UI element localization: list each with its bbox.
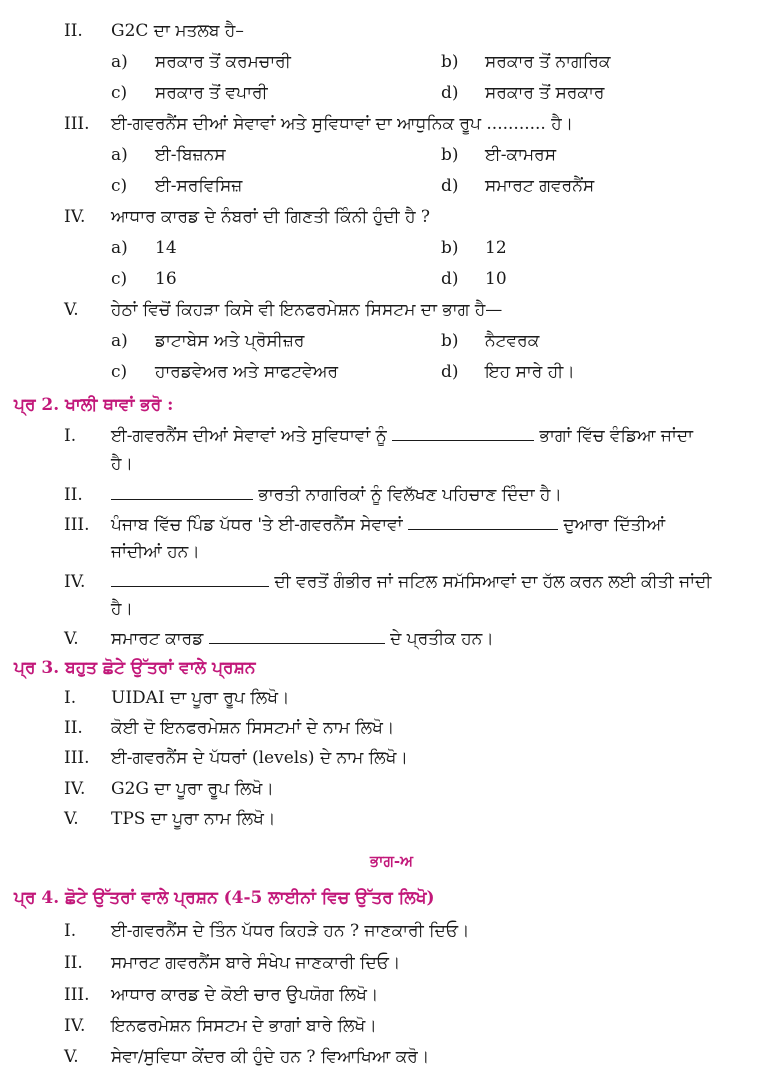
- question-text: ਈ-ਗਵਰਨੈਂਸ ਦੀਆਂ ਸੇਵਾਵਾਂ ਅਤੇ ਸੁਵਿਧਾਵਾਂ ਦਾ ਆਧੁਨਿਕ ਰੂਪ ........... ਹੈ।: [111, 114, 574, 134]
- question-text: ਸੇਵਾ/ਸੁਵਿਧਾ ਕੇਂਦਰ ਕੀ ਹੁੰਦੇ ਹਨ ? ਵਿਆਖਿਆ ਕਰੋ।: [111, 1047, 430, 1067]
- option-text: ਸਰਕਾਰ ਤੋਂ ਕਰਮਚਾਰੀ: [155, 52, 291, 72]
- question-text-line: [111, 628, 494, 650]
- option-text: ਡਾਟਾਬੇਸ ਅਤੇ ਪ੍ਰੋਸੀਜ਼ਰ: [155, 331, 305, 351]
- answer-blank: [408, 514, 558, 530]
- question-text: UIDAI ਦਾ ਪੂਰਾ ਰੂਪ ਲਿਖੋ।: [111, 688, 290, 708]
- option-label: c): [111, 362, 128, 382]
- option-text: ਸਰਕਾਰ ਤੋਂ ਨਾਗਰਿਕ: [485, 52, 611, 72]
- question-text-post: ਦੇ ਪ੍ਰਤੀਕ ਹਨ।: [390, 629, 494, 649]
- question-text-pre: ਸਮਾਰਟ ਕਾਰਡ: [111, 629, 204, 649]
- option-label: c): [111, 83, 128, 103]
- option-label: b): [441, 145, 459, 165]
- option-a: [111, 144, 226, 166]
- question-number: III.: [64, 515, 90, 535]
- option-text: 14: [155, 238, 177, 258]
- question-text-line: [111, 425, 693, 447]
- question-text-post: ਭਾਗਾਂ ਵਿੱਚ ਵੰਡਿਆ ਜਾਂਦਾ: [539, 426, 693, 446]
- question-text: ਈ-ਗਵਰਨੈਂਸ ਦੇ ਪੱਧਰਾਂ (levels) ਦੇ ਨਾਮ ਲਿਖੋ।: [111, 748, 408, 768]
- option-label: a): [111, 238, 128, 258]
- section-heading: ਪ੍ਰ 3. ਬਹੁਤ ਛੋਟੇ ਉੱਤਰਾਂ ਵਾਲੇ ਪ੍ਰਸ਼ਨ: [14, 658, 256, 678]
- answer-blank: [111, 484, 253, 500]
- question-number: IV.: [64, 779, 86, 799]
- question-text-line: [111, 484, 562, 506]
- section-heading: ਪ੍ਰ 4. ਛੋਟੇ ਉੱਤਰਾਂ ਵਾਲੇ ਪ੍ਰਸ਼ਨ (4-5 ਲਾਈਨਾਂ ਵਿਚ ਉੱਤਰ ਲਿਖੋ): [14, 888, 435, 908]
- option-a: [111, 51, 291, 73]
- option-c: [111, 82, 268, 104]
- option-b: [441, 144, 557, 166]
- option-text: 12: [485, 238, 507, 258]
- option-label: a): [111, 331, 128, 351]
- option-text: ਈ-ਕਾਮਰਸ: [485, 145, 557, 165]
- option-label: c): [111, 176, 128, 196]
- option-label: d): [441, 269, 459, 289]
- question-number: IV.: [64, 207, 86, 227]
- question-text-line: [111, 571, 711, 593]
- answer-blank: [392, 425, 534, 441]
- question-text: G2C ਦਾ ਮਤਲਬ ਹੈ–: [111, 21, 244, 41]
- question-text: ਆਧਾਰ ਕਾਰਡ ਦੇ ਕੋਈ ਚਾਰ ਉਪਯੋਗ ਲਿਖੋ।: [111, 985, 379, 1005]
- option-d: [441, 175, 595, 197]
- question-text-line: [111, 514, 665, 536]
- option-d: [441, 82, 605, 104]
- question-number: III.: [64, 748, 90, 768]
- option-label: b): [441, 52, 459, 72]
- option-b: [441, 330, 540, 352]
- answer-blank: [111, 571, 269, 587]
- question-number: I.: [64, 921, 77, 941]
- question-number: II.: [64, 953, 83, 973]
- option-label: a): [111, 145, 128, 165]
- question-number: I.: [64, 426, 77, 446]
- section-heading: ਪ੍ਰ 2. ਖਾਲੀ ਥਾਵਾਂ ਭਰੋ :: [14, 395, 174, 415]
- question-number: V.: [64, 300, 79, 320]
- question-text: ਈ-ਗਵਰਨੈਂਸ ਦੇ ਤਿੰਨ ਪੱਧਰ ਕਿਹੜੇ ਹਨ ? ਜਾਣਕਾਰੀ ਦਿਓ।: [111, 921, 470, 941]
- option-c: [111, 175, 243, 197]
- option-text: ਹਾਰਡਵੇਅਰ ਅਤੇ ਸਾਫਟਵੇਅਰ: [155, 362, 338, 382]
- question-number: IV.: [64, 572, 86, 592]
- answer-blank: [209, 628, 385, 644]
- question-number: I.: [64, 688, 77, 708]
- option-text: ਇਹ ਸਾਰੇ ਹੀ।: [485, 362, 575, 382]
- option-b: [441, 51, 611, 73]
- option-c: [111, 361, 338, 383]
- option-a: [111, 237, 177, 259]
- option-a: [111, 330, 305, 352]
- question-number: II.: [64, 21, 83, 41]
- part-title: ਭਾਗ-ਅ: [369, 852, 414, 870]
- question-number: II.: [64, 718, 83, 738]
- option-d: [441, 361, 575, 383]
- option-label: b): [441, 331, 459, 351]
- question-text-pre: ਪੰਜਾਬ ਵਿੱਚ ਪਿੰਡ ਪੱਧਰ 'ਤੇ ਈ-ਗਵਰਨੈਂਸ ਸੇਵਾਵਾਂ: [111, 515, 403, 535]
- question-number: III.: [64, 985, 90, 1005]
- option-label: d): [441, 362, 459, 382]
- question-text: ਆਧਾਰ ਕਾਰਡ ਦੇ ਨੰਬਰਾਂ ਦੀ ਗਿਣਤੀ ਕਿੰਨੀ ਹੁੰਦੀ ਹੈ ?: [111, 207, 431, 227]
- question-text-post: ਭਾਰਤੀ ਨਾਗਰਿਕਾਂ ਨੂੰ ਵਿਲੱਖਣ ਪਹਿਚਾਣ ਦਿੰਦਾ ਹੈ।: [258, 485, 562, 505]
- question-text: G2G ਦਾ ਪੂਰਾ ਰੂਪ ਲਿਖੋ।: [111, 779, 274, 799]
- option-text: 10: [485, 269, 507, 289]
- option-label: c): [111, 269, 128, 289]
- question-text-cont: ਹੈ।: [111, 454, 133, 474]
- option-label: a): [111, 52, 128, 72]
- question-number: V.: [64, 809, 79, 829]
- question-text-cont: ਹੈ।: [111, 599, 133, 619]
- option-label: d): [441, 176, 459, 196]
- option-b: [441, 237, 507, 259]
- option-text: ਸਮਾਰਟ ਗਵਰਨੈਂਸ: [485, 176, 595, 196]
- option-label: d): [441, 83, 459, 103]
- question-number: III.: [64, 114, 90, 134]
- option-text: ਸਰਕਾਰ ਤੋਂ ਵਪਾਰੀ: [155, 83, 268, 103]
- question-number: IV.: [64, 1016, 86, 1036]
- question-text-pre: ਈ-ਗਵਰਨੈਂਸ ਦੀਆਂ ਸੇਵਾਵਾਂ ਅਤੇ ਸੁਵਿਧਾਵਾਂ ਨੂੰ: [111, 426, 387, 446]
- option-text: ਨੈਟਵਰਕ: [485, 331, 540, 351]
- question-text: TPS ਦਾ ਪੂਰਾ ਨਾਮ ਲਿਖੋ।: [111, 809, 276, 829]
- option-text: 16: [155, 269, 177, 289]
- question-text-post: ਦੁਆਰਾ ਦਿੱਤੀਆਂ: [563, 515, 666, 535]
- question-text: ਕੋਈ ਦੋ ਇਨਫਰਮੇਸ਼ਨ ਸਿਸਟਮਾਂ ਦੇ ਨਾਮ ਲਿਖੋ।: [111, 718, 395, 738]
- question-text-post: ਦੀ ਵਰਤੋਂ ਗੰਭੀਰ ਜਾਂ ਜਟਿਲ ਸਮੱਸਿਆਵਾਂ ਦਾ ਹੱਲ ਕਰਨ ਲਈ ਕੀਤੀ ਜਾਂਦੀ: [274, 572, 712, 592]
- option-text: ਸਰਕਾਰ ਤੋਂ ਸਰਕਾਰ: [485, 83, 605, 103]
- question-text-cont: ਜਾਂਦੀਆਂ ਹਨ।: [111, 542, 200, 562]
- option-d: [441, 268, 507, 290]
- option-c: [111, 268, 177, 290]
- option-label: b): [441, 238, 459, 258]
- question-text: ਇਨਫਰਮੇਸ਼ਨ ਸਿਸਟਮ ਦੇ ਭਾਗਾਂ ਬਾਰੇ ਲਿਖੋ।: [111, 1016, 377, 1036]
- question-number: V.: [64, 629, 79, 649]
- option-text: ਈ-ਸਰਵਿਸਿਜ਼: [155, 176, 243, 196]
- question-text: ਹੇਠਾਂ ਵਿਚੋਂ ਕਿਹੜਾ ਕਿਸੇ ਵੀ ਇਨਫਰਮੇਸ਼ਨ ਸਿਸਟਮ ਦਾ ਭਾਗ ਹੈ—: [111, 300, 503, 320]
- question-text: ਸਮਾਰਟ ਗਵਰਨੈਂਸ ਬਾਰੇ ਸੰਖੇਪ ਜਾਣਕਾਰੀ ਦਿਓ।: [111, 953, 401, 973]
- question-number: II.: [64, 485, 83, 505]
- question-number: V.: [64, 1047, 79, 1067]
- option-text: ਈ-ਬਿਜ਼ਨਸ: [155, 145, 226, 165]
